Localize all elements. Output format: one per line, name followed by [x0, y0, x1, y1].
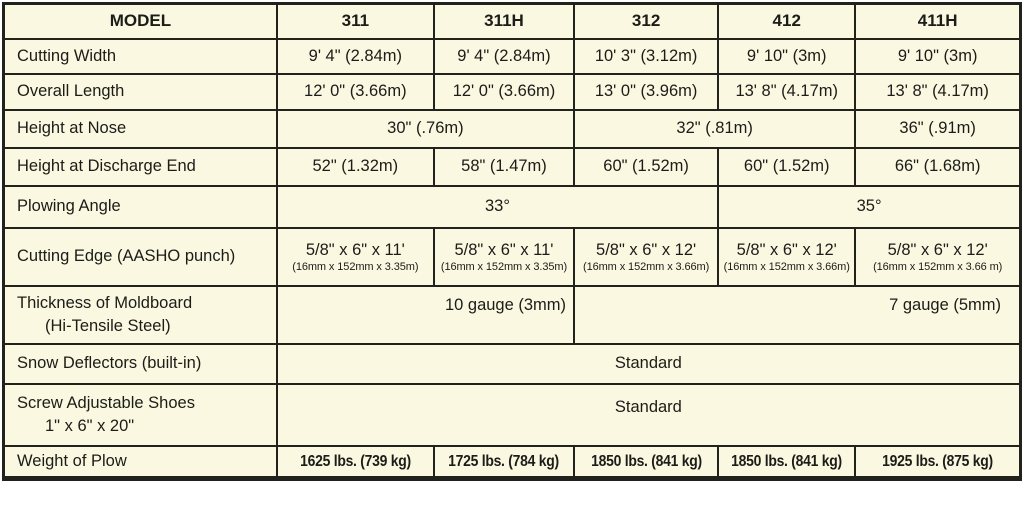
cutting-edge-metric: (16mm x 152mm x 3.35m) — [440, 260, 568, 273]
screw-shoes-label — [4, 384, 277, 446]
column-header-411h: 411H — [855, 4, 1020, 39]
model-header-cell: MODEL — [4, 4, 277, 39]
cutting-edge-value — [574, 228, 718, 286]
overall-length-value: 13' 0" (3.96m) — [574, 74, 718, 110]
column-header-311: 311 — [277, 4, 434, 39]
overall-length-value: 12' 0" (3.66m) — [277, 74, 434, 110]
cutting-edge-value — [718, 228, 855, 286]
cutting-edge-metric: (16mm x 152mm x 3.66m) — [723, 260, 850, 273]
height-at-discharge-value: 60" (1.52m) — [718, 148, 855, 186]
screw-shoes-value: Standard — [277, 384, 1021, 446]
column-header-412: 412 — [718, 4, 855, 39]
overall-length-row — [4, 74, 1021, 110]
height-at-discharge-value: 52" (1.32m) — [277, 148, 434, 186]
overall-length-label: Overall Length — [4, 74, 277, 110]
plowing-angle-label: Plowing Angle — [4, 186, 277, 228]
weight-value — [574, 446, 718, 479]
height-at-discharge-value: 60" (1.52m) — [574, 148, 718, 186]
weight-value — [718, 446, 855, 479]
weight-value-text: 1725 lbs. (784 kg) — [448, 452, 560, 470]
snow-deflectors-value: Standard — [277, 344, 1021, 384]
height-at-discharge-row — [4, 148, 1021, 186]
snow-deflectors-row — [4, 344, 1021, 384]
plowing-angle-value: 35° — [718, 186, 1020, 228]
cutting-edge-metric: (16mm x 152mm x 3.66m) — [583, 260, 710, 273]
weight-value-text: 1625 lbs. (739 kg) — [299, 452, 411, 470]
weight-value-text: 1850 lbs. (841 kg) — [731, 452, 843, 470]
cutting-width-value: 9' 10" (3m) — [718, 39, 855, 74]
weight-value-text: 1850 lbs. (841 kg) — [590, 452, 702, 470]
height-at-discharge-value: 66" (1.68m) — [855, 148, 1020, 186]
cutting-width-value: 9' 4" (2.84m) — [277, 39, 434, 74]
moldboard-value: 10 gauge (3mm) — [277, 286, 574, 344]
cutting-width-value: 9' 10" (3m) — [855, 39, 1020, 74]
weight-value-text: 1925 lbs. (875 kg) — [882, 452, 993, 470]
screw-shoes-row — [4, 384, 1021, 446]
screw-shoes-label-line1: Screw Adjustable Shoes — [17, 393, 195, 412]
moldboard-row — [4, 286, 1021, 344]
height-at-discharge-value: 58" (1.47m) — [434, 148, 574, 186]
cutting-edge-value — [434, 228, 574, 286]
plowing-angle-row — [4, 186, 1021, 228]
height-at-discharge-label: Height at Discharge End — [4, 148, 277, 186]
cutting-edge-imperial: 5/8" x 6" x 12' — [887, 240, 988, 259]
cutting-edge-metric: (16mm x 152mm x 3.66 m) — [873, 260, 1003, 273]
cutting-edge-imperial: 5/8" x 6" x 11' — [305, 240, 405, 259]
snow-deflectors-label: Snow Deflectors (built-in) — [4, 344, 277, 384]
height-at-nose-value: 36" (.91m) — [855, 110, 1020, 148]
moldboard-label — [4, 286, 277, 344]
column-header-311h: 311H — [434, 4, 574, 39]
cutting-width-value: 10' 3" (3.12m) — [574, 39, 718, 74]
column-header-312: 312 — [574, 4, 718, 39]
weight-value — [855, 446, 1020, 479]
cutting-width-label: Cutting Width — [4, 39, 277, 74]
cutting-edge-value — [277, 228, 434, 286]
cutting-edge-metric: (16mm x 152mm x 3.35m) — [292, 260, 419, 273]
weight-value — [434, 446, 574, 479]
cutting-edge-imperial: 5/8" x 6" x 12' — [596, 240, 697, 259]
screw-shoes-label-line2: 1" x 6" x 20" — [45, 416, 135, 435]
height-at-nose-label: Height at Nose — [4, 110, 277, 148]
cutting-width-row — [4, 39, 1021, 74]
cutting-edge-label: Cutting Edge (AASHO punch) — [4, 228, 277, 286]
plowing-angle-value: 33° — [277, 186, 718, 228]
cutting-edge-imperial: 5/8" x 6" x 11' — [454, 240, 554, 259]
moldboard-value: 7 gauge (5mm) — [574, 286, 1020, 344]
overall-length-value: 12' 0" (3.66m) — [434, 74, 574, 110]
overall-length-value: 13' 8" (4.17m) — [855, 74, 1020, 110]
moldboard-label-line2: (Hi-Tensile Steel) — [45, 316, 171, 335]
height-at-nose-row — [4, 110, 1021, 148]
weight-value — [277, 446, 434, 479]
weight-row — [4, 446, 1021, 479]
cutting-edge-row — [4, 228, 1021, 286]
moldboard-label-line1: Thickness of Moldboard — [17, 293, 193, 312]
cutting-edge-value — [855, 228, 1020, 286]
weight-label: Weight of Plow — [4, 446, 277, 479]
spec-table — [2, 2, 1022, 481]
header-row — [4, 4, 1021, 39]
height-at-nose-value: 32" (.81m) — [574, 110, 855, 148]
cutting-width-value: 9' 4" (2.84m) — [434, 39, 574, 74]
height-at-nose-value: 30" (.76m) — [277, 110, 574, 148]
overall-length-value: 13' 8" (4.17m) — [718, 74, 855, 110]
cutting-edge-imperial: 5/8" x 6" x 12' — [736, 240, 837, 259]
